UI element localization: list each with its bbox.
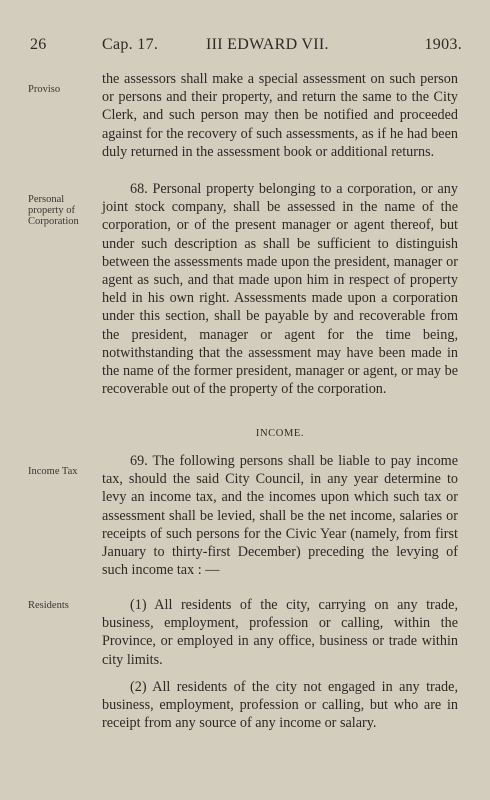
reign-title: III EDWARD VII.	[206, 36, 329, 53]
margin-note-personal-property: Personal property of Corporation	[28, 194, 79, 227]
year-label: 1903.	[424, 36, 462, 53]
clause-1-paragraph	[102, 596, 458, 669]
proviso-paragraph	[102, 70, 458, 161]
section-69-paragraph	[102, 452, 458, 579]
margin-note-income-tax: Income Tax	[28, 466, 78, 477]
clause-1-text: (1) All residents of the city, carrying on any trade, business, employment, profession or calling, within the Province, or employed in any office, business or trade within city limits.	[102, 597, 458, 668]
income-heading: INCOME.	[255, 428, 305, 439]
page-header	[30, 36, 462, 60]
chapter-label: Cap. 17.	[102, 36, 159, 53]
margin-note-proviso: Proviso	[28, 84, 61, 95]
clause-2-text: (2) All residents of the city not engaged in any trade, business, employment, profession or calling, but who are in receipt from any source of any income or salary.	[102, 679, 458, 732]
proviso-text: the assessors shall make a special assessment on such person or persons and their property, and return the same to the City Clerk, and such person may then be notified and proceeded against for the recovery of such assessments, as if he had been duly returned in the assessment book or additional returns.	[102, 71, 458, 160]
margin-note-residents: Residents	[28, 600, 69, 611]
section-69-text: 69. The following persons shall be liable to pay income tax, should the said City Council, in any year determine to levy an income tax, and the incomes upon which such tax or assessment shall be levied, shall be the net income, salaries or receipts of such persons for the Civic Year (namely, from first January to thirty-first December) preceding the levying of such income tax : —	[102, 453, 458, 579]
clause-2-paragraph	[102, 678, 458, 733]
page-number: 26	[30, 36, 47, 53]
section-68-paragraph	[102, 180, 458, 398]
section-68-text: 68. Personal property belonging to a corporation, or any joint stock company, shall be assessed in the name of the corporation, or of the present manager or agent thereof, but under such description as shall be sufficient to distinguish between the assessments made upon the president, manager or agent as such, and that made upon him in respect of property held in his own right. Assessments made upon a corporation under this section, shall be payable by and recoverable from the president, manager or agent for the time being, notwithstanding that the assessment may have been made in the name of the former president, manager or agent, or may be recoverable out of the property of the corporation.	[102, 181, 458, 398]
